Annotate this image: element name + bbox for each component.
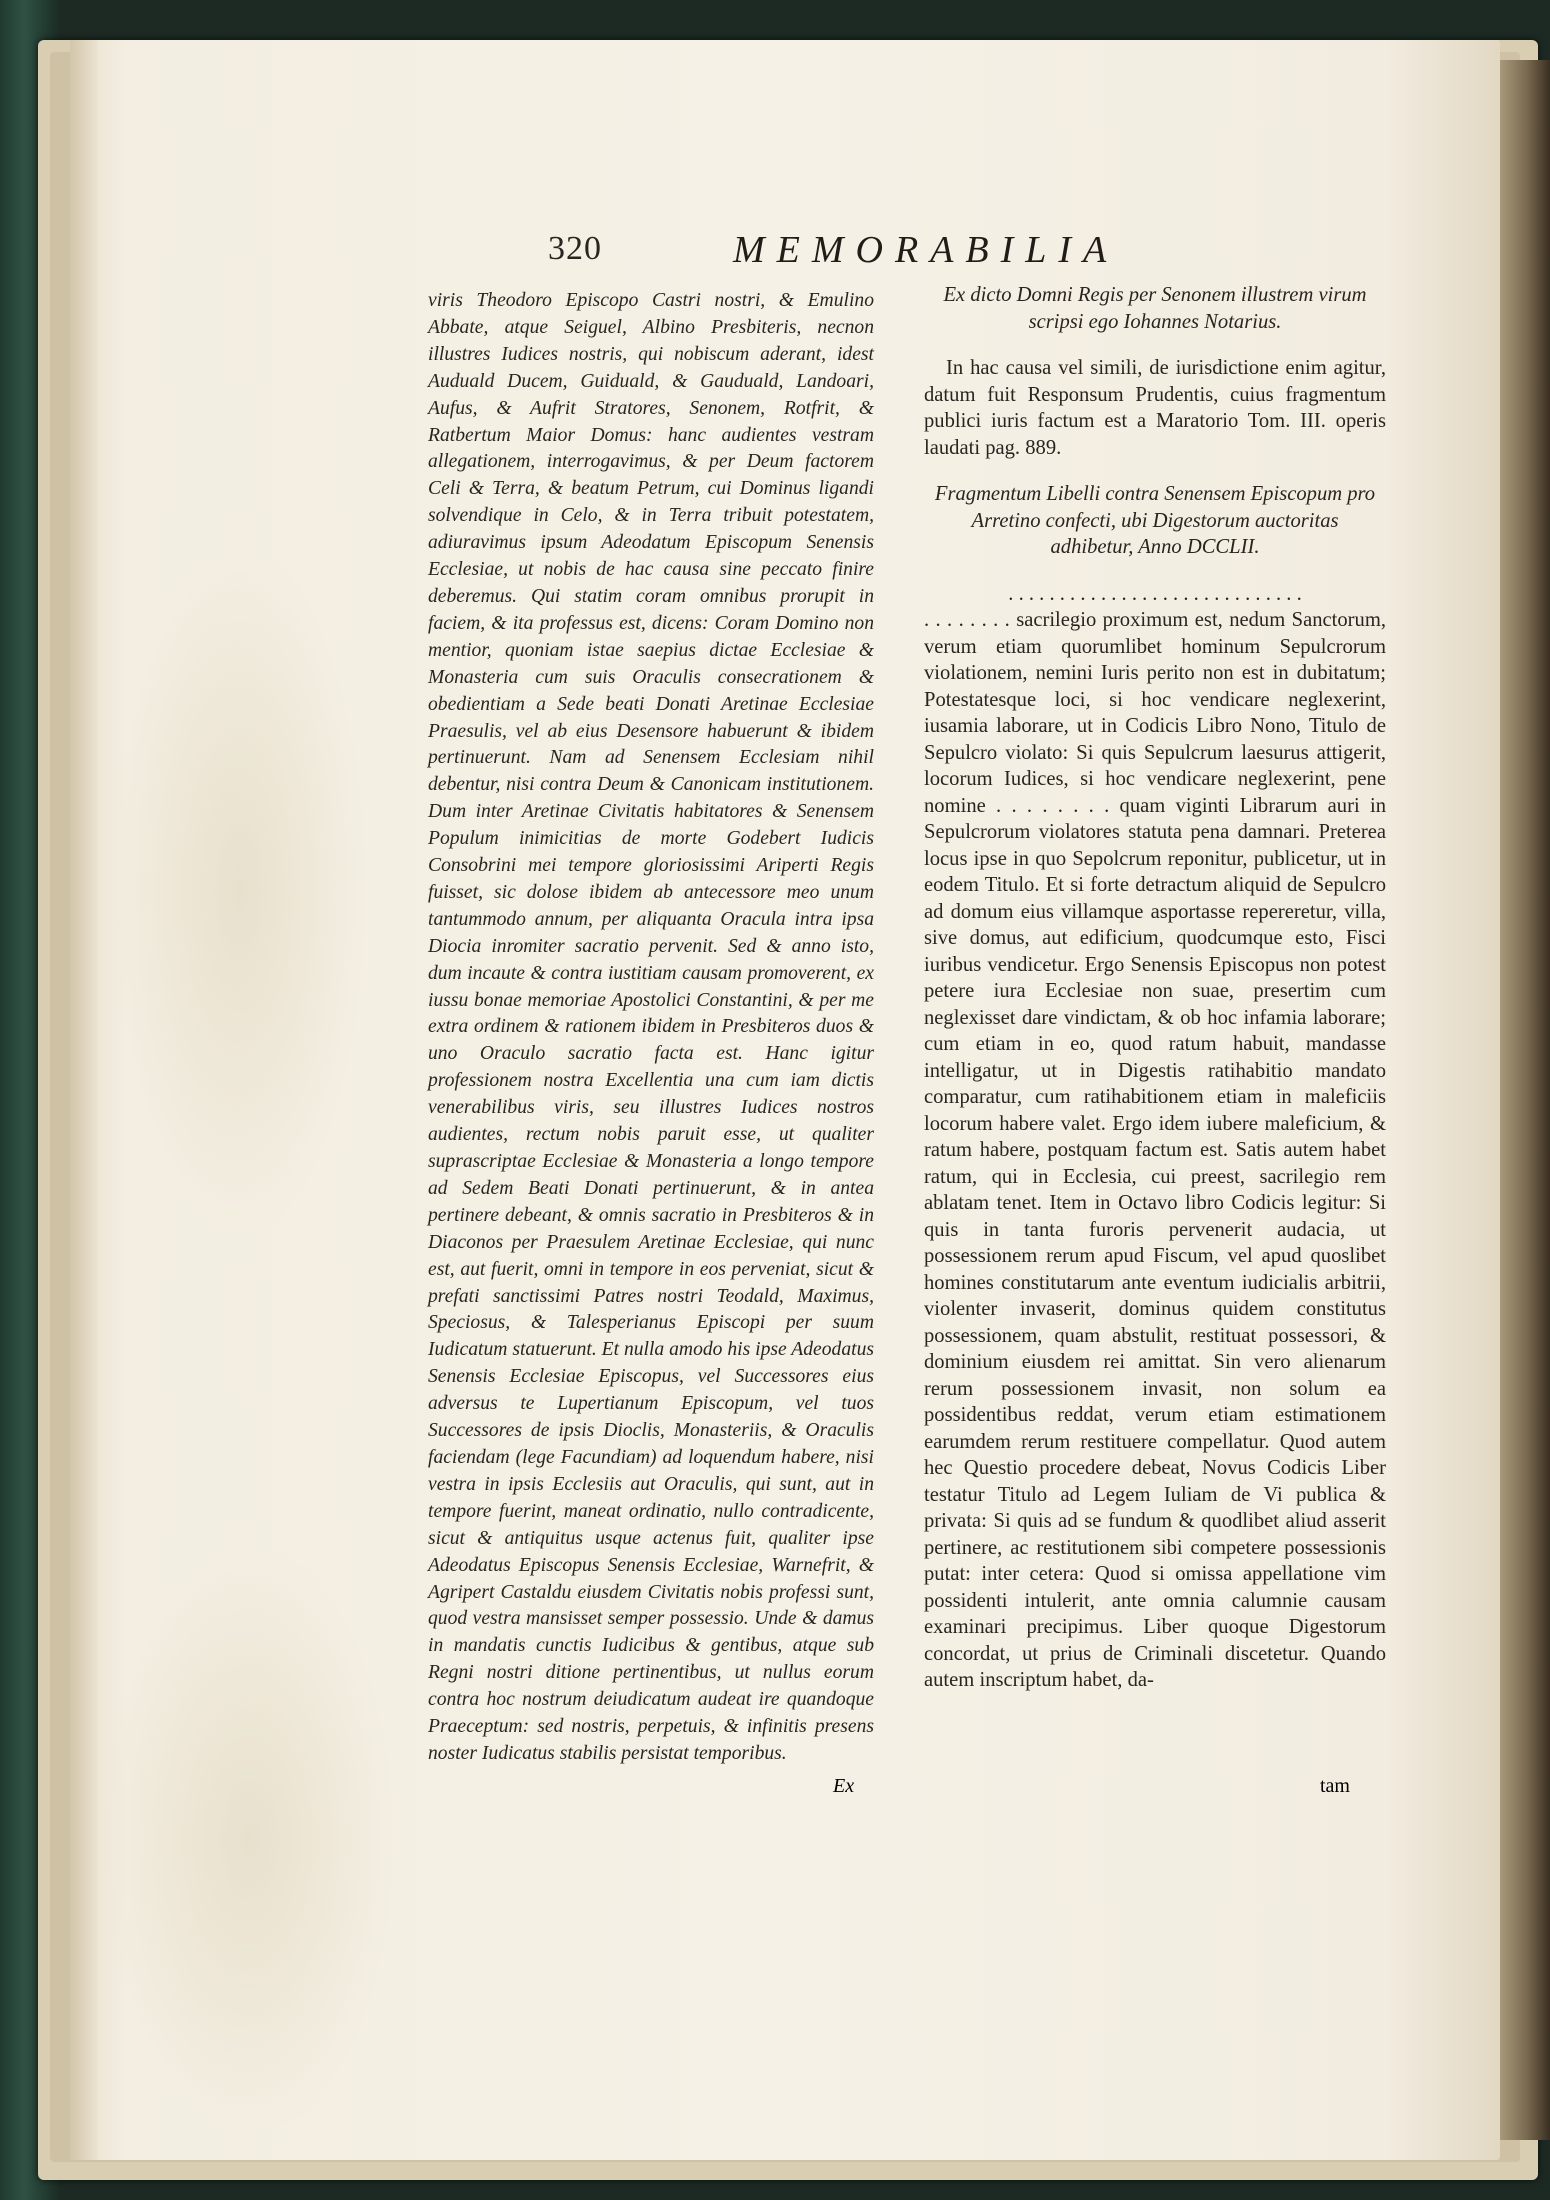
paper-stain: [100, 1540, 400, 2140]
left-column-text: viris Theodoro Episcopo Castri nostri, & Emulino Abbate, atque Seiguel, Albino Presbiteris, necnon illustres Iudices nostris, qui nobiscum aderant, idest Auduald Ducem, Guiduald, & Gauduald, Landoari, Aufus, & Aufrit Stratores, Senonem, Rotfrit, & Ratbertum Maior Domus: hanc audientes vestram allegationem, interrogavimus, & per Deum factorem Celi & Terra, & beatum Petrum, cui Dominus ligandi solvendique in Celo, & in Terra tribuit potestatem, adiuravimus ipsum Adeodatum Episcopum Senensis Ecclesiae, ut nobis de hac causa sine peccato finire deberemus. Qui statim coram omnibus prorupit in faciem, & ita professus est, dicens: Coram Domino non mentior, quoniam istae saepius dictae Ecclesiae & Monasteria cum suis Oraculis consecrationem & obedientiam a Sede beati Donati Aretinae Ecclesiae Praesulis, vel ab eius Desensore habuerunt & ibidem pertinuerunt. Nam ad Senensem Ecclesiam nihil debentur, nisi contra Deum & Canonicam institutionem. Dum inter Aretinae Civitatis habitatores & Senensem Populum inimicitias de morte Godebert Iudicis Consobrini mei tempore gloriosissimi Ariperti Regis fuisset, sic dolose ibidem ab antecessore meo unum tantummodo annum, per aliquanta Oracula intra ipsa Diocia inromiter sacratio pervenit. Sed & anno isto, dum incaute & contra iustitiam causam promoverent, ex iussu bonae memoriae Apostolici Constantini, & per me extra ordinem & rationem ibidem in Presbiteros duos & uno Oraculo sacratio facta est. Hanc igitur professionem nostra Excellentia una cum iam dictis venerabilibus viris, seu illustres Iudices nostros audientes, rectum nobis paruit esse, ut qualiter suprascriptae Ecclesiae & Monasteria a longo tempore ad Sedem Beati Donati pertinuerunt, & in antea pertinere debeant, & omnis sacratio in Presbiteros & in Diaconos per Praesulem Aretinae Ecclesiae, qui nunc est, aut fuerit, omni in tempore in eos perveniat, sicut & prefati sanctissimi Patres nostri Teodald, Maximus, Speciosus, & Talesperianus Episcopi per suum Iudicatum statuerunt. Et nulla amodo his ipse Adeodatus Senensis Ecclesiae Episcopus, vel Successores eius adversus te Lupertianum Episcopum, vel tuos Successores de ipsis Dioclis, Monasteriis, & Oraculis faciendam (lege Facundiam) ad loquendum habere, nisi vestra in ipsis Ecclesiis aut Oraculis, qui sunt, aut in tempore fuerint, maneat ordinatio, nullo contradicente, sicut & antiquitus usque actenus fuit, qualiter ipse Adeodatus Episcopus Senensis Ecclesiae, Warnefrit, & Agripert Castaldu eiusdem Civitatis nobis professi sunt, quod vestra mansisset semper possessio. Unde & damus in mandatis cunctis Iudicibus & gentibus, atque sub Regni nostri ditione pertinentibus, ut nullus eorum contra hoc nostrum deiudicatum audeat ire quandoque Praeceptum: sed nostris, perpetuis, & infinitis presens noster Iudicatus stabilis persistat temporibus.: [428, 290, 874, 1764]
intro-paragraph: In hac causa vel simili, de iurisdictione enim agitur, datum fuit Responsum Prudentis, cuius fragmentum publici iuris factum est a Maratorio Tom. III. operis laudati pag. 889.: [924, 357, 1386, 459]
ellipsis-line: . . . . . . . . . . . . . . . . . . . . . . . . . . . . .: [1008, 582, 1302, 605]
running-head: [548, 228, 1148, 278]
catchword-right: tam: [1320, 1775, 1350, 1797]
subscription-text: Ex dicto Domni Regis per Senonem illustrem virum scripsi ego Iohannes Notarius.: [943, 284, 1367, 333]
page-edge: [70, 40, 98, 2160]
left-column: [428, 288, 874, 1768]
fragment-text: . . . . . . . . sacrilegio proximum est, nedum Sanctorum, verum etiam quorumlibet hominum Sepulcrorum violationem, nemini Iuris perito non est in dubitatum; Potestatesque loci, si hoc vendicare neglexerint, iusamia laborare, ut in Codicis Libro Nono, Titulo de Sepulcro violato: Si quis Sepulcrum laesurus attigerit, locorum Iudices, si hoc vendicare neglexerint, pene nomine . . . . . . . . quam viginti Librarum auri in Sepulcrorum violatores statuta pena damnari. Preterea locus ipse in quo Sepolcrum reponitur, publicetur, ut in eodem Titulo. Et si forte detractum aliquid de Sepulcro ad domum eius villamque asportasse repereretur, villa, sive domus, aut edificium, quodcumque esto, Fisci iuribus vendicetur. Ergo Senensis Episcopus non potest petere iura Ecclesiae non suae, presertim cum neglexisset dare vindictam, & ob hoc infamia laborare; cum etiam in eo, quod ratum habuit, mandasse intelligatur, ut in Digestis ratihabitio mandato comparatur, cum ratihabitionem etiam in maleficiis locorum habere valet. Ergo idem iubere maleficium, & ratum habere, postquam factum est. Satis autem habet ratum, qui in Ecclesia, cui preest, sacrilegio rem ablatam tenet. Item in Octavo libro Codicis legitur: Si quis in tanta furoris pervenerit audacia, ut possessionem rerum apud Fiscum, vel apud quoslibet homines constitutarum ante eventum iudicialis arbitrii, violenter invaserit, dominus quidem constitutus possessionem, quam abstulit, restituat possessori, & dominium eiusdem rei amittat. Sin vero alienarum rerum possessionem invasit, non solum ea possidentibus reddat, verum etiam estimationem earumdem rerum restituere compellatur. Quod autem hec Questio procedere debeat, Novus Codicis Liber testatur Titulo ad Legem Iuliam de Vi publica & privata: Si quis ad se fundum & quodlibet aliud asserit pertinere, ac restitutionem sibi competere possessionis putat: inter cetera: Quod si omissa appellatione vim possidenti intulerit, ante omnia calumnie causam examinari precipimus. Liber quoque Digestorum concordat, ut prius de Criminali discetetur. Quando autem inscriptum habet, da-: [924, 609, 1386, 1691]
page-number: 320: [548, 230, 602, 267]
paper-stain: [110, 540, 370, 1240]
catchword-left: Ex: [833, 1775, 855, 1797]
running-title: MEMORABILIA: [733, 229, 1119, 271]
fragment-heading: Fragmentum Libelli contra Senensem Episcopum pro Arretino confecti, ubi Digestorum auctoritas adhibetur, Anno DCCLII.: [934, 483, 1376, 558]
right-column: [924, 282, 1386, 1694]
